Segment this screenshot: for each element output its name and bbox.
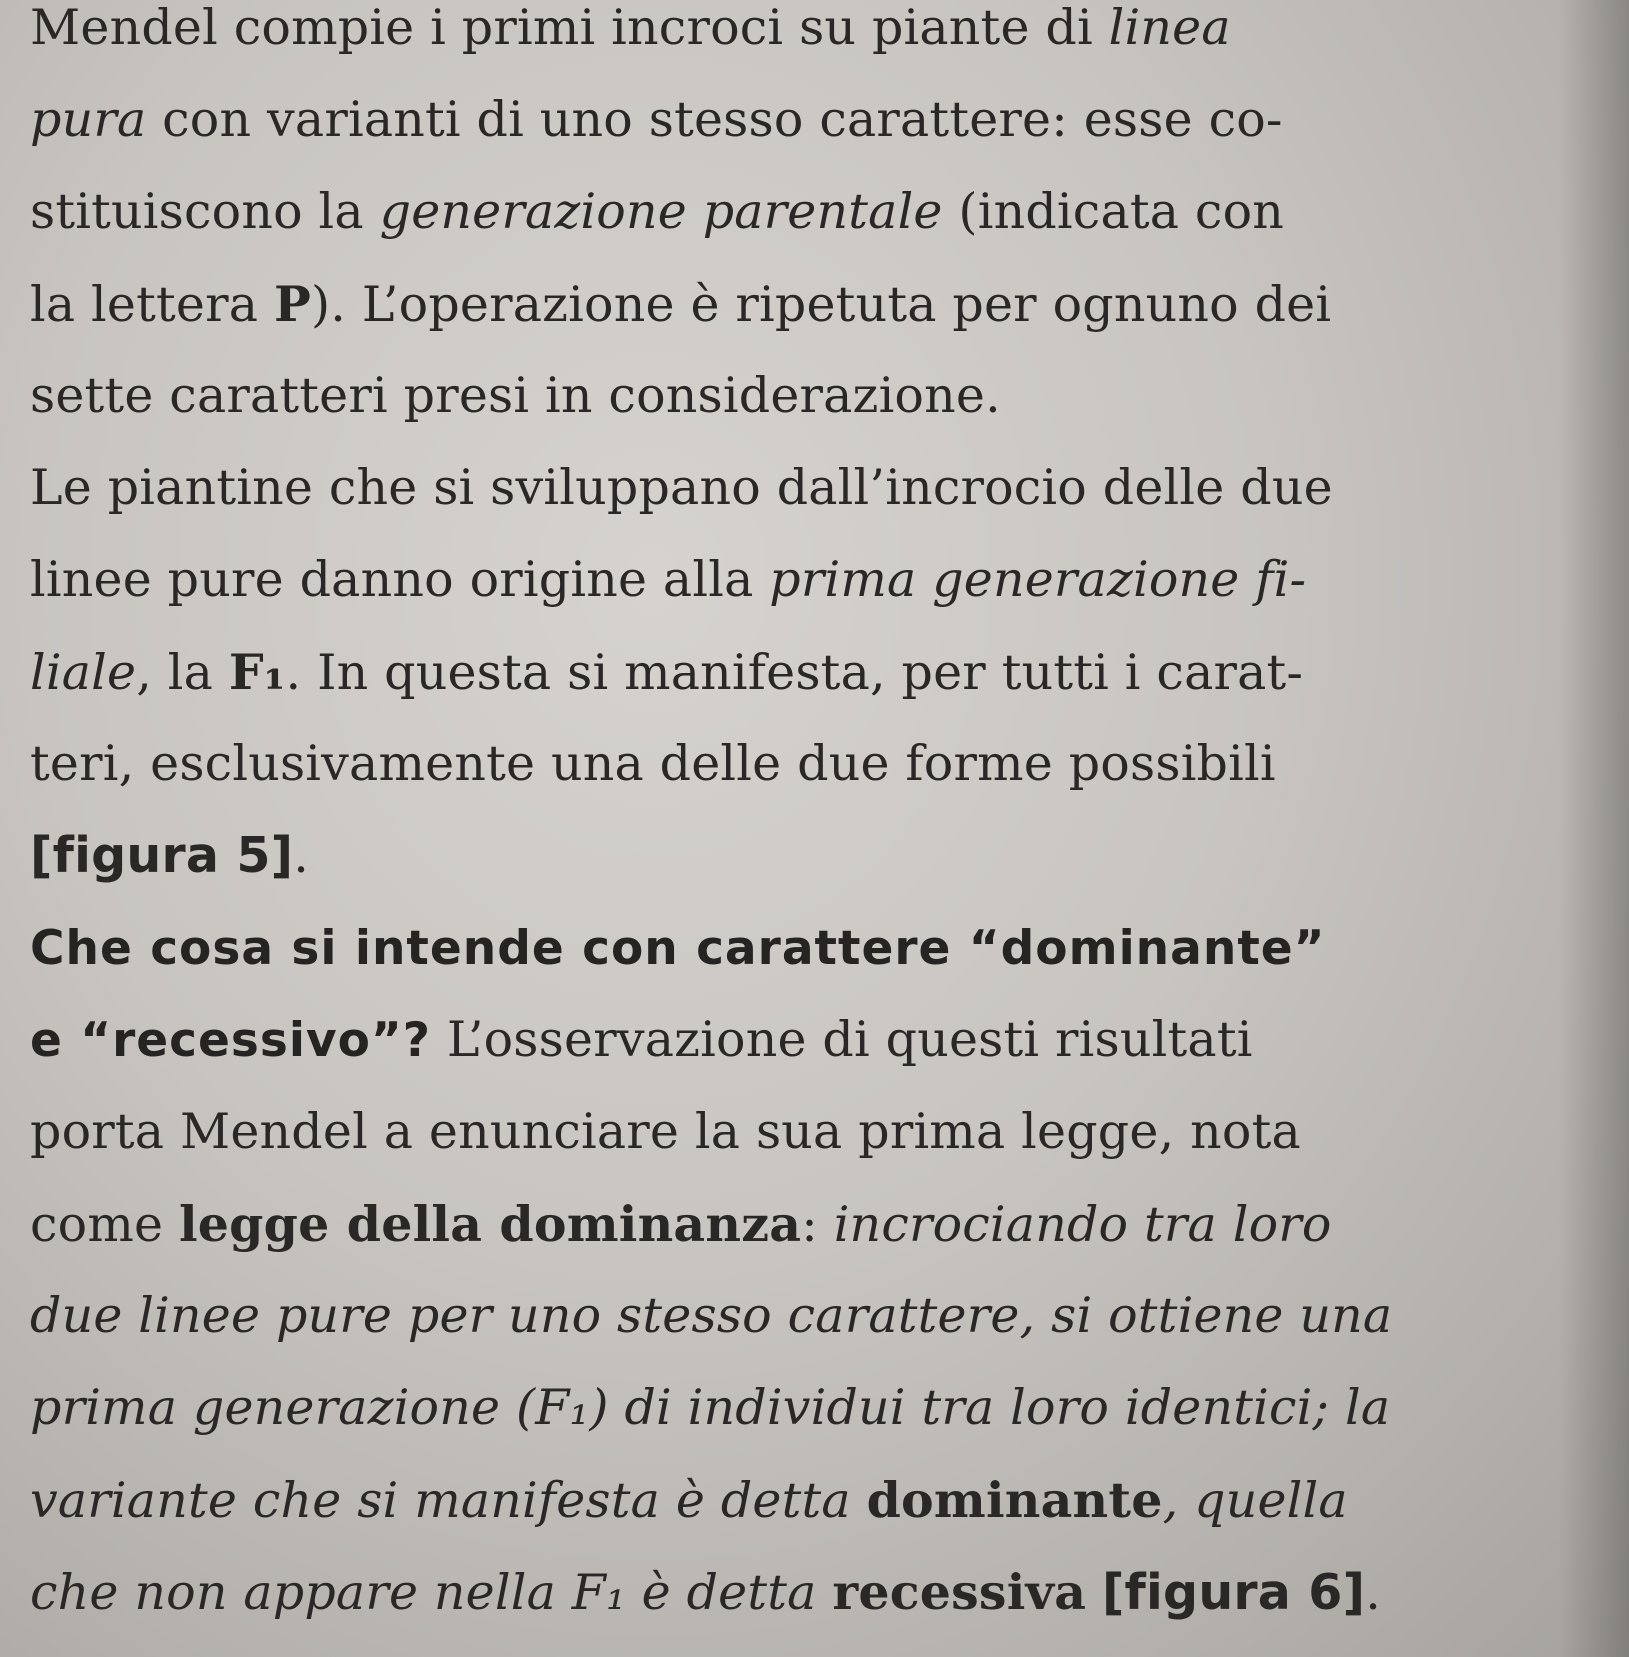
text-segment: linea (1108, 0, 1231, 56)
text-line (30, 1362, 1550, 1454)
text-segment: liale (30, 644, 137, 701)
text-segment: prima generazione (F₁) di individui tra loro identici; la (30, 1379, 1391, 1436)
text-segment: linee pure danno origine alla (30, 551, 770, 608)
text-segment: L’osservazione di questi risultati (431, 1011, 1253, 1068)
text-segment (1086, 1564, 1102, 1621)
text-line (30, 74, 1550, 166)
text-segment: che non appare nella F₁ è detta (30, 1564, 833, 1621)
text-segment: sette caratteri presi in considerazione. (30, 367, 1001, 424)
text-line (30, 810, 1550, 902)
page-edge-shadow (1559, 0, 1629, 1657)
text-segment: come (30, 1196, 179, 1253)
text-segment: . (1365, 1564, 1381, 1621)
text-segment: variante che si manifesta è detta (30, 1472, 867, 1529)
text-segment: incrociando tra loro (833, 1196, 1332, 1253)
text-segment: (indicata con (942, 183, 1285, 240)
text-segment: , (1162, 1472, 1195, 1529)
text-line (30, 626, 1550, 718)
text-segment: [figura 5] (30, 827, 294, 884)
page-text (30, 0, 1550, 1638)
text-segment: la lettera (30, 276, 274, 333)
text-line (30, 1270, 1550, 1362)
text-segment: , la (136, 644, 229, 701)
text-line (30, 1454, 1550, 1546)
text-line (30, 902, 1550, 994)
text-segment: legge della dominanza (178, 1195, 802, 1253)
text-segment: quella (1194, 1472, 1348, 1529)
text-segment: F₁ (228, 643, 286, 701)
text-line (30, 350, 1550, 442)
text-segment: prima generazione fi- (769, 551, 1307, 608)
text-line (30, 718, 1550, 810)
text-segment: ). L’operazione è ripetuta per ognuno dei (310, 276, 1332, 333)
text-segment: Che cosa si intende con carattere “dominante” (30, 921, 1326, 976)
text-segment: pura (30, 91, 147, 148)
text-segment: P (273, 275, 311, 333)
text-segment: due linee pure per uno stesso carattere, si ottiene una (30, 1287, 1393, 1344)
text-segment: dominante (866, 1471, 1163, 1529)
text-segment: recessiva (832, 1563, 1087, 1621)
text-segment: stituiscono la (30, 183, 380, 240)
text-segment: porta Mendel a enunciare la sua prima legge, nota (30, 1103, 1301, 1160)
text-line (30, 994, 1550, 1086)
text-segment: Le piantine che si sviluppano dall’incrocio delle due (30, 459, 1333, 516)
text-segment: generazione parentale (379, 183, 943, 240)
text-segment: . (293, 827, 310, 884)
text-line (30, 1086, 1550, 1178)
text-segment: : (801, 1196, 834, 1253)
text-line (30, 166, 1550, 258)
text-line (30, 1546, 1550, 1638)
text-segment: e “recessivo”? (30, 1013, 432, 1068)
text-line (30, 1178, 1550, 1270)
text-line (30, 534, 1550, 626)
text-segment: [figura 6] (1101, 1564, 1366, 1621)
text-segment: . In questa si manifesta, per tutti i carat- (285, 644, 1304, 701)
text-segment: Mendel compie i primi incroci su piante di (30, 0, 1109, 56)
text-segment: con varianti di uno stesso carattere: esse co- (146, 91, 1283, 148)
text-line (30, 258, 1550, 350)
text-line (30, 442, 1550, 534)
text-segment: teri, esclusivamente una delle due forme possibili (30, 735, 1276, 792)
text-line (30, 0, 1550, 74)
